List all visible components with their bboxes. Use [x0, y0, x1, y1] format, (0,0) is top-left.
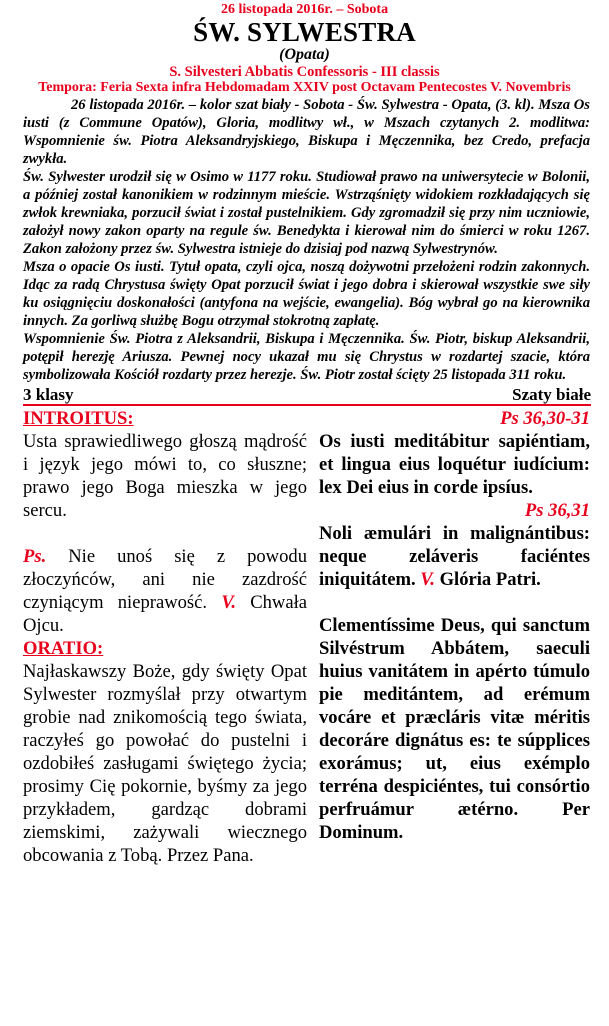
saint-subtitle: (Opata): [279, 46, 330, 64]
latin-column: [319, 407, 590, 867]
versicle-label-latin: V.: [420, 568, 435, 590]
psalm-label: Ps.: [23, 545, 47, 567]
psalm-reference-verse: Ps 36,31: [524, 499, 590, 521]
class-row: [23, 386, 591, 406]
versicle-label: V.: [221, 591, 236, 613]
introitus-heading: INTROITUS:: [23, 407, 134, 429]
introitus-polish-psalm: [23, 545, 307, 637]
propers-columns: [0, 407, 609, 867]
introitus-polish-antiphon: Usta sprawiedliwego głoszą mądrość i język jego mówi to, co słuszne; prawo jego Boga mieszka w jego sercu.: [23, 430, 307, 521]
oratio-latin-text: Clementíssime Deus, qui sanctum Silvéstrum Abbátem, saeculi huius vanitátem in apérto túmulo pie meditántem, ad erémum vocáre et præcláris vitæ méritis decoráre dignátus es: te súpplices exorámus; ut, eius exémplo terréna despiciéntes, tui consórtio perfruámur ætérno. Per Dominum.: [319, 614, 590, 843]
intro-paragraph-summary: 26 listopada 2016r. – kolor szat biały - Sobota - Św. Sylwestra - Opata, (3. kl). Msza Os iusti (z Commune Opatów), Gloria, modlitwy wł., w Mszach czytanych 2. modlitwa: Wspomnienie św. Piotra Aleksandryjskiego, Biskupa i Męczennika, bez Credo, prefacja zwykła.: [23, 96, 590, 167]
psalm-latin-text: Noli æmulári in malignántibus: neque zeláveris faciéntes iniquitátem.: [319, 522, 590, 590]
vestment-color: Szaty białe: [512, 384, 591, 404]
date-line: 26 listopada 2016r. – Sobota: [220, 2, 389, 17]
latin-title: S. Silvesteri Abbatis Confessoris - III classis: [169, 63, 440, 80]
intro-paragraph-mass: Msza o opacie Os iusti. Tytuł opata, czyli ojca, noszą dożywotni przełożeni rodzin zakonnych. Idąc za radą Chrystusa święty Opat porzucił świat i jego dobra i skierował wszystkie swe siły ku osiągnięciu doskonałości (antyfona na wejście, ewangelia). Bóg wybrał go na kierownika innych. Za gorliwą służbę Bogu otrzymał stokrotną zapłatę.: [23, 258, 590, 329]
intro-text: [0, 96, 609, 384]
gloria-latin-text: Glória Patri.: [439, 568, 541, 590]
intro-paragraph-commemoration: Wspomnienie Św. Piotra z Aleksandrii, Biskupa i Męczennika. Św. Piotr, biskup Aleksandrii, potępił herezję Ariusza. Pewnej nocy ukazał mu się Chrystus w rozdartej szacie, która symbolizowała Kościół rozdarty przez herezje. Św. Piotr został ścięty 25 listopada 311 roku.: [23, 330, 590, 383]
oratio-heading: ORATIO:: [23, 637, 104, 659]
liturgical-class: 3 klasy: [23, 384, 74, 404]
gloria-polish-text: Chwała Ojcu.: [23, 591, 308, 636]
tempora-line: Tempora: Feria Sexta infra Hebdomadam XXIV post Octavam Pentecostes V. Novembris: [38, 80, 571, 96]
page-header: [0, 2, 609, 96]
polish-column: [23, 407, 319, 867]
oratio-polish-text: Najłaskawszy Boże, gdy święty Opat Sylwester rozmyślał przy otwartym grobie nad znikomością tego świata, raczyłeś go powołać do pustelni i ozdobiłeś zasługami świętego życia; prosimy Cię pokornie, byśmy za jego przykładem, gardząc dobrami ziemskimi, zażywali wiecznego obcowania z Tobą. Przez Pana.: [23, 660, 307, 866]
psalm-reference-introit: Ps 36,30-31: [500, 407, 590, 429]
saint-title: ŚW. SYLWESTRA: [193, 16, 416, 47]
introitus-latin-antiphon: Os iusti meditábitur sapiéntiam, et lingua eius loquétur iudícium: lex Dei eius in corde ipsíus.: [319, 430, 590, 498]
psalm-polish-text: Nie unoś się z powodu złoczyńców, ani nie zazdrość czyniącym nieprawość.: [23, 545, 307, 613]
intro-paragraph-biography: Św. Sylwester urodził się w Osimo w 1177 roku. Studiował prawo na uniwersytecie w Bolonii, a później został kanonikiem w rodzinnym mieście. Wstrząśnięty widokiem rozkładających się zwłok krewniaka, porzucił świat i został pustelnikiem. Gdy zgromadził się przy nim uczniowie, założył nowy zakon oparty na regule św. Benedykta i kierował nim do śmierci w roku 1267. Zakon założony przez św. Sylwestra istnieje do dzisiaj pod nazwą Sylwestrynów.: [23, 168, 590, 257]
introitus-latin-psalm: [319, 522, 590, 591]
